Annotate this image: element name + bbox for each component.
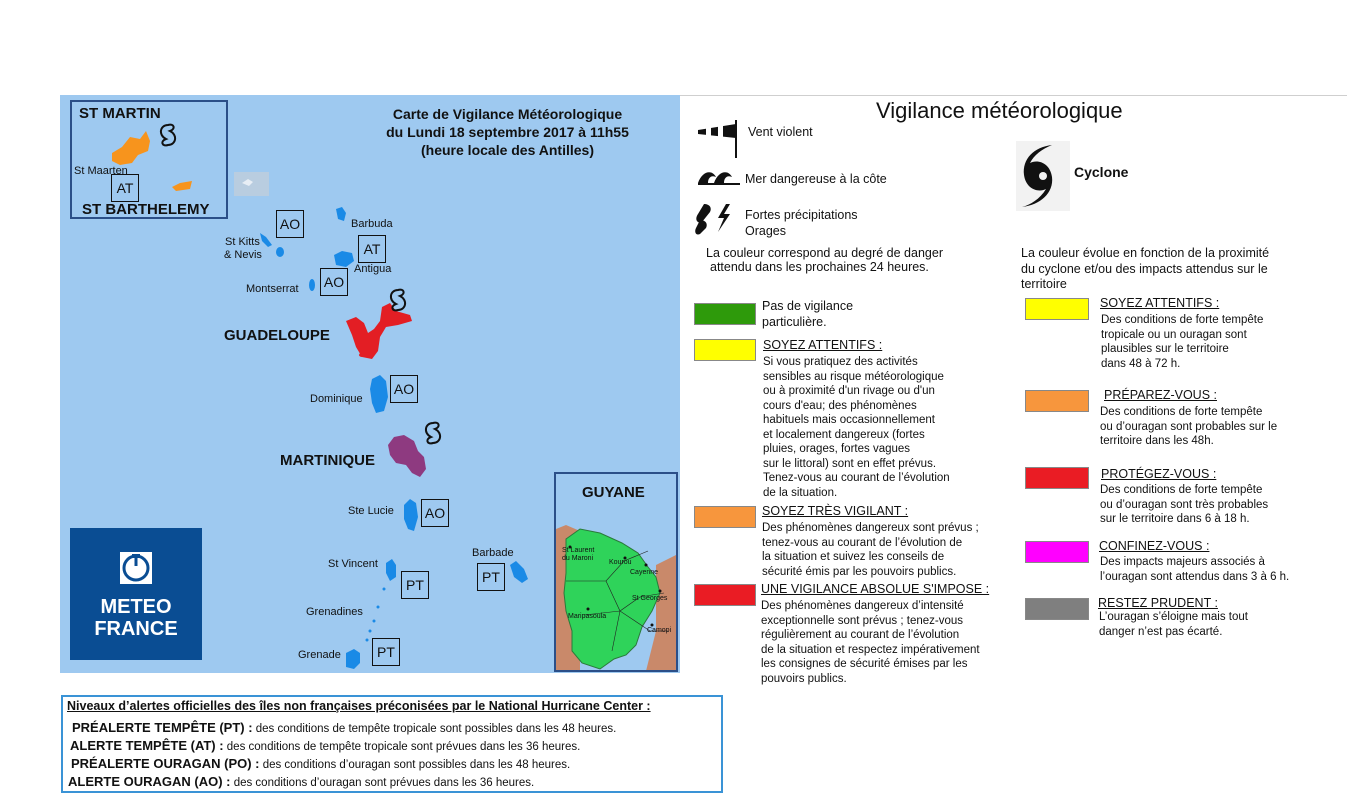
label-nevis: & Nevis bbox=[224, 249, 262, 261]
level-green-text bbox=[762, 299, 853, 330]
label-martinique: MARTINIQUE bbox=[280, 452, 375, 469]
nhc-desc: des conditions de tempête tropicale sont prévues dans les 36 heures. bbox=[223, 741, 581, 753]
swatch-yellow bbox=[694, 339, 756, 361]
logo-line-1: METEO bbox=[100, 596, 172, 618]
label-grenade: Grenade bbox=[298, 649, 341, 661]
label-st-georges: St Georges bbox=[632, 595, 668, 602]
label-maripasoula: Maripasoula bbox=[568, 613, 607, 620]
barbuda-island bbox=[336, 207, 346, 221]
label-st-laurent-1: St Laurent bbox=[562, 547, 595, 554]
cyclone-orange-body bbox=[1100, 405, 1277, 449]
legend-left-intro bbox=[706, 246, 943, 274]
nhc-alert-levels-box bbox=[61, 695, 723, 793]
level-red-line: exceptionnelle sont prévus ; tenez-vous bbox=[761, 614, 964, 627]
antigua-island bbox=[334, 251, 354, 267]
level-orange-body bbox=[762, 521, 979, 579]
cyclone-red-line: Des conditions de forte tempête bbox=[1100, 484, 1263, 496]
label-st-kitts: St Kitts bbox=[225, 236, 260, 248]
right-intro-line-2: du cyclone et/ou des impacts attendus sur le bbox=[1021, 261, 1268, 276]
label-ste-lucie: Ste Lucie bbox=[348, 505, 394, 517]
label-camopi: Camopi bbox=[647, 627, 672, 634]
cyclone-red-line: ou d’ouragan sont très probables bbox=[1100, 498, 1269, 511]
code-antigua: AT bbox=[358, 235, 386, 263]
meteo-france-logo bbox=[70, 528, 202, 660]
code-st-maarten: AT bbox=[111, 174, 139, 202]
label-cayenne: Cayenne bbox=[630, 569, 659, 576]
label-st-vincent: St Vincent bbox=[328, 558, 378, 570]
logo-line-2: FRANCE bbox=[94, 618, 178, 640]
right-intro-line-1: La couleur évolue en fonction de la proximité bbox=[1021, 246, 1270, 260]
code-st-vincent: PT bbox=[401, 571, 429, 599]
swatch-cyclone-red bbox=[1025, 467, 1089, 489]
swatch-cyclone-grey bbox=[1025, 598, 1089, 620]
martinique-island bbox=[388, 435, 426, 477]
left-intro-line-2: attendu dans les prochaines 24 heures. bbox=[710, 260, 929, 274]
rain-storm-icon bbox=[694, 200, 740, 236]
cyclone-yellow-line: dans 48 à 72 h. bbox=[1101, 357, 1181, 370]
level-yellow-line: habituels mais occasionnellement bbox=[763, 414, 935, 426]
label-barbade: Barbade bbox=[472, 547, 514, 559]
logo-emblem-icon bbox=[70, 528, 202, 660]
cyclone-grey-body bbox=[1099, 610, 1248, 639]
level-orange-line: tenez-vous au courant de l’évolution de bbox=[762, 536, 963, 549]
right-intro-line-3: territoire bbox=[1021, 277, 1067, 291]
nhc-header: Niveaux d’alertes officielles des îles non françaises préconisées par le National Hurricane Center : bbox=[67, 699, 651, 713]
dominique-island bbox=[370, 375, 388, 413]
legend-rain-label: Fortes précipitations bbox=[745, 208, 858, 222]
left-intro-line-1: La couleur correspond au degré de danger bbox=[706, 246, 943, 260]
swatch-cyclone-orange bbox=[1025, 390, 1089, 412]
guyane-inset bbox=[554, 472, 678, 672]
label-guyane: GUYANE bbox=[582, 484, 645, 501]
level-red-body bbox=[761, 599, 980, 686]
cyclone-icon bbox=[1016, 141, 1070, 211]
ste-lucie-island bbox=[404, 499, 418, 531]
level-red-line: les consignes de sécurité émises par les bbox=[761, 658, 968, 670]
swatch-orange bbox=[694, 506, 756, 528]
level-red-line: de la situation et respectez impérativement bbox=[761, 643, 980, 656]
level-green-line-2: particulière. bbox=[762, 314, 827, 329]
level-green-line-1: Pas de vigilance bbox=[762, 299, 854, 313]
cyclone-grey-line: L’ouragan s’éloigne mais tout bbox=[1099, 611, 1248, 623]
legend-cyclone-label: Cyclone bbox=[1074, 164, 1129, 180]
level-red-line: Des phénomènes dangereux d’intensité bbox=[761, 600, 964, 612]
code-montserrat: AO bbox=[320, 268, 348, 296]
label-guadeloupe: GUADELOUPE bbox=[224, 327, 330, 344]
level-red-line: régulièrement au courant de l’évolution bbox=[761, 629, 960, 641]
label-montserrat: Montserrat bbox=[246, 283, 299, 295]
cyclone-red-line: sur le territoire dans 6 à 18 h. bbox=[1100, 513, 1250, 525]
cyclone-yellow-line: plausibles sur le territoire bbox=[1101, 343, 1229, 355]
level-yellow-line: sur le littoral) sont en effet prévus. bbox=[763, 457, 937, 470]
cyclone-yellow-line: Des conditions de forte tempête bbox=[1101, 314, 1264, 326]
cyclone-grey-head: RESTEZ PRUDENT : bbox=[1098, 596, 1218, 610]
cyclone-magenta-head: CONFINEZ-VOUS : bbox=[1099, 539, 1210, 553]
st-kitts-island bbox=[260, 233, 272, 247]
swatch-red bbox=[694, 584, 756, 606]
nhc-term: PRÉALERTE OURAGAN (PO) : bbox=[71, 756, 260, 771]
level-yellow-line: Tenez-vous au courant de l’évolution bbox=[763, 472, 950, 484]
cyclone-orange-line: ou d’ouragan sont probables sur le bbox=[1100, 420, 1278, 433]
nhc-term: PRÉALERTE TEMPÊTE (PT) : bbox=[72, 720, 253, 735]
nhc-row-at bbox=[70, 738, 580, 753]
cyclone-orange-line: Des conditions de forte tempête bbox=[1100, 406, 1263, 418]
cyclone-grey-line: danger n’est pas écarté. bbox=[1099, 625, 1223, 638]
level-yellow-body bbox=[763, 355, 950, 500]
level-yellow-line: de la situation. bbox=[763, 486, 838, 499]
barbade-island bbox=[510, 561, 528, 583]
cyclone-yellow-body bbox=[1101, 313, 1263, 371]
level-yellow-line: ou à proximité d'un rivage ou d'un bbox=[763, 385, 935, 397]
nhc-row-ao bbox=[68, 774, 534, 789]
level-orange-line: sécurité émis par les pouvoirs publics. bbox=[762, 565, 957, 578]
label-st-maarten: St Maarten bbox=[74, 165, 128, 177]
code-st-kitts: AO bbox=[276, 210, 304, 238]
level-yellow-line: et localement dangereux (fortes bbox=[763, 428, 925, 441]
level-yellow-line: cours d'eau; des phénomènes bbox=[763, 399, 917, 412]
level-yellow-line: sensibles au risque météorologique bbox=[763, 370, 944, 383]
cyclone-marker-guadeloupe bbox=[391, 290, 405, 311]
nhc-row-po bbox=[71, 756, 570, 771]
grenade-island bbox=[346, 649, 360, 669]
vigilance-map bbox=[60, 95, 680, 673]
cyclone-yellow-head: SOYEZ ATTENTIFS : bbox=[1100, 296, 1220, 310]
label-st-barthelemy: ST BARTHELEMY bbox=[82, 201, 210, 218]
nhc-term: ALERTE TEMPÊTE (AT) : bbox=[70, 738, 224, 753]
cyclone-magenta-line: Des impacts majeurs associés à bbox=[1100, 556, 1265, 568]
label-barbuda: Barbuda bbox=[351, 218, 393, 230]
cyclone-magenta-line: l’ouragan sont attendus dans 3 à 6 h. bbox=[1100, 570, 1290, 583]
code-grenade: PT bbox=[372, 638, 400, 666]
inset-thumbnail bbox=[234, 172, 269, 196]
legend-right-intro bbox=[1021, 246, 1269, 293]
swatch-green bbox=[694, 303, 756, 325]
swatch-cyclone-yellow bbox=[1025, 298, 1089, 320]
code-dominique: AO bbox=[390, 375, 418, 403]
cyclone-yellow-line: tropicale ou un ouragan sont bbox=[1101, 328, 1247, 341]
legend-title: Vigilance météorologique bbox=[876, 98, 1123, 123]
label-st-martin: ST MARTIN bbox=[79, 105, 161, 122]
label-grenadines: Grenadines bbox=[306, 606, 363, 618]
legend-storm-label: Orages bbox=[745, 224, 786, 238]
nhc-term: ALERTE OURAGAN (AO) : bbox=[68, 774, 231, 789]
level-yellow-line: Si vous pratiquez des activités bbox=[763, 356, 918, 368]
legend-sea-label: Mer dangereuse à la côte bbox=[745, 172, 887, 186]
nhc-desc: des conditions d’ouragan sont possibles dans les 48 heures. bbox=[259, 759, 571, 771]
level-red-head: UNE VIGILANCE ABSOLUE S'IMPOSE : bbox=[761, 582, 990, 596]
level-yellow-line: pluies, orages, fortes vagues bbox=[763, 443, 911, 455]
swatch-cyclone-magenta bbox=[1025, 541, 1089, 563]
cyclone-red-body bbox=[1100, 483, 1268, 527]
level-orange-line: Des phénomènes dangereux sont prévus ; bbox=[762, 522, 979, 534]
grenadines-islands bbox=[366, 588, 386, 642]
st-vincent-island bbox=[386, 559, 396, 581]
montserrat-island bbox=[309, 279, 315, 291]
cyclone-marker-martinique bbox=[426, 423, 440, 444]
label-dominique: Dominique bbox=[310, 393, 363, 405]
wind-icon bbox=[696, 118, 740, 160]
top-divider bbox=[680, 95, 1347, 96]
cyclone-red-head: PROTÉGEZ-VOUS : bbox=[1101, 467, 1217, 481]
cyclone-orange-line: territoire dans les 48h. bbox=[1100, 435, 1214, 447]
level-orange-line: la situation et suivez les conseils de bbox=[762, 551, 945, 563]
cyclone-magenta-body bbox=[1100, 555, 1289, 584]
level-red-line: pouvoirs publics. bbox=[761, 672, 847, 685]
nhc-row-pt bbox=[72, 720, 616, 735]
wave-icon bbox=[696, 165, 742, 187]
map-title-line-1: Carte de Vigilance Météorologique bbox=[392, 106, 623, 122]
label-kourou: Kourou bbox=[609, 559, 632, 566]
label-antigua: Antigua bbox=[354, 263, 392, 275]
level-yellow-head: SOYEZ ATTENTIFS : bbox=[763, 338, 883, 352]
code-barbade: PT bbox=[477, 563, 505, 591]
level-orange-head: SOYEZ TRÈS VIGILANT : bbox=[762, 504, 909, 518]
legend-wind-label: Vent violent bbox=[748, 125, 813, 139]
guadeloupe-island bbox=[346, 303, 412, 359]
cyclone-orange-head: PRÉPAREZ-VOUS : bbox=[1104, 388, 1217, 402]
nhc-desc: des conditions d’ouragan sont prévues dans les 36 heures. bbox=[230, 777, 535, 789]
nhc-desc: des conditions de tempête tropicale sont possibles dans les 48 heures. bbox=[252, 723, 617, 735]
label-st-laurent-2: du Maroni bbox=[562, 555, 594, 562]
nevis-island bbox=[276, 247, 284, 257]
map-title-line-2: du Lundi 18 septembre 2017 à 11h55 bbox=[386, 124, 629, 140]
map-title bbox=[360, 105, 655, 159]
code-ste-lucie: AO bbox=[421, 499, 449, 527]
map-title-line-3: (heure locale des Antilles) bbox=[421, 142, 594, 158]
